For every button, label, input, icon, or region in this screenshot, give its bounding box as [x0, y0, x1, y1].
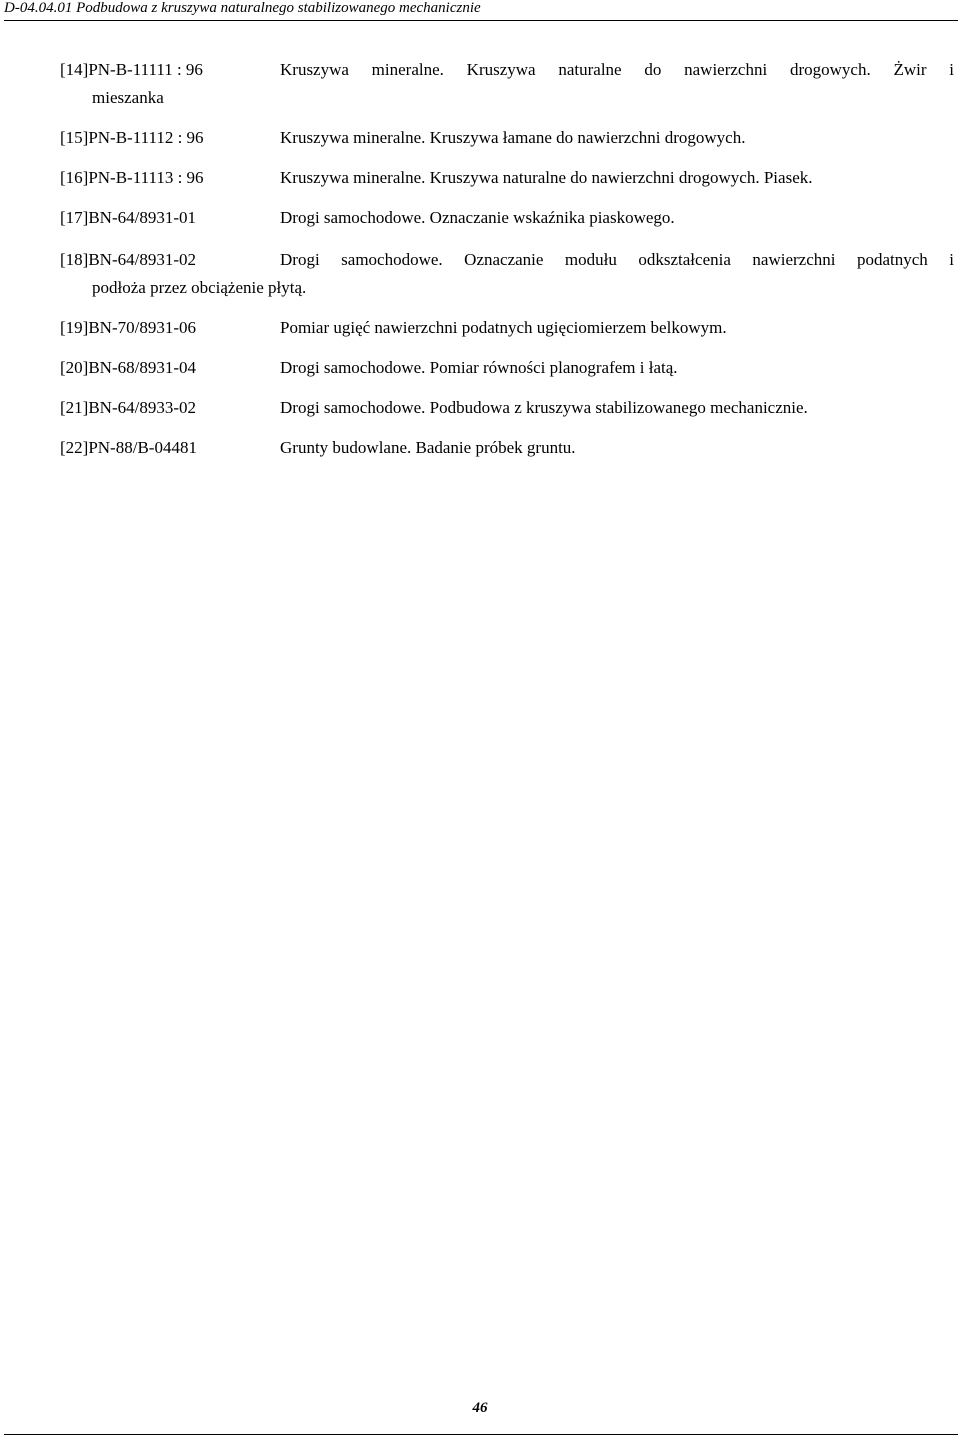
reference-code: [21]BN-64/8933-02	[60, 398, 196, 417]
reference-title: Drogi samochodowe. Oznaczanie wskaźnika piaskowego.	[280, 208, 675, 227]
reference-title: Drogi samochodowe. Pomiar równości planografem i łatą.	[280, 358, 678, 377]
footer-divider	[4, 1434, 958, 1435]
reference-title: Kruszywa mineralne. Kruszywa naturalne do nawierzchni drogowych. Piasek.	[280, 168, 813, 187]
reference-code: [16]PN-B-11113 : 96	[60, 168, 204, 187]
reference-title: Drogi samochodowe. Oznaczanie modułu odkształcenia nawierzchni podatnych i	[280, 250, 954, 269]
reference-code: [22]PN-88/B-04481	[60, 438, 197, 457]
reference-title: Kruszywa mineralne. Kruszywa łamane do nawierzchni drogowych.	[280, 128, 746, 147]
reference-title: Grunty budowlane. Badanie próbek gruntu.	[280, 438, 576, 457]
document-title: D-04.04.01 Podbudowa z kruszywa naturalnego stabilizowanego mechanicznie	[4, 0, 481, 16]
reference-code: [19]BN-70/8931-06	[60, 318, 196, 337]
reference-code: [20]BN-68/8931-04	[60, 358, 196, 377]
reference-code: [17]BN-64/8931-01	[60, 208, 196, 227]
page-header	[4, 0, 958, 21]
reference-code: [14]PN-B-11111 : 96	[60, 60, 203, 79]
reference-title: Kruszywa mineralne. Kruszywa naturalne do nawierzchni drogowych. Żwir i	[280, 60, 954, 79]
reference-continuation: podłoża przez obciążenie płytą.	[92, 278, 307, 297]
reference-code: [15]PN-B-11112 : 96	[60, 128, 204, 147]
reference-title: Pomiar ugięć nawierzchni podatnych ugięciomierzem belkowym.	[280, 318, 727, 337]
page-number: 46	[472, 1400, 488, 1416]
reference-title: Drogi samochodowe. Podbudowa z kruszywa stabilizowanego mechanicznie.	[280, 398, 808, 417]
reference-continuation: mieszanka	[92, 88, 164, 107]
reference-code: [18]BN-64/8931-02	[60, 250, 196, 269]
